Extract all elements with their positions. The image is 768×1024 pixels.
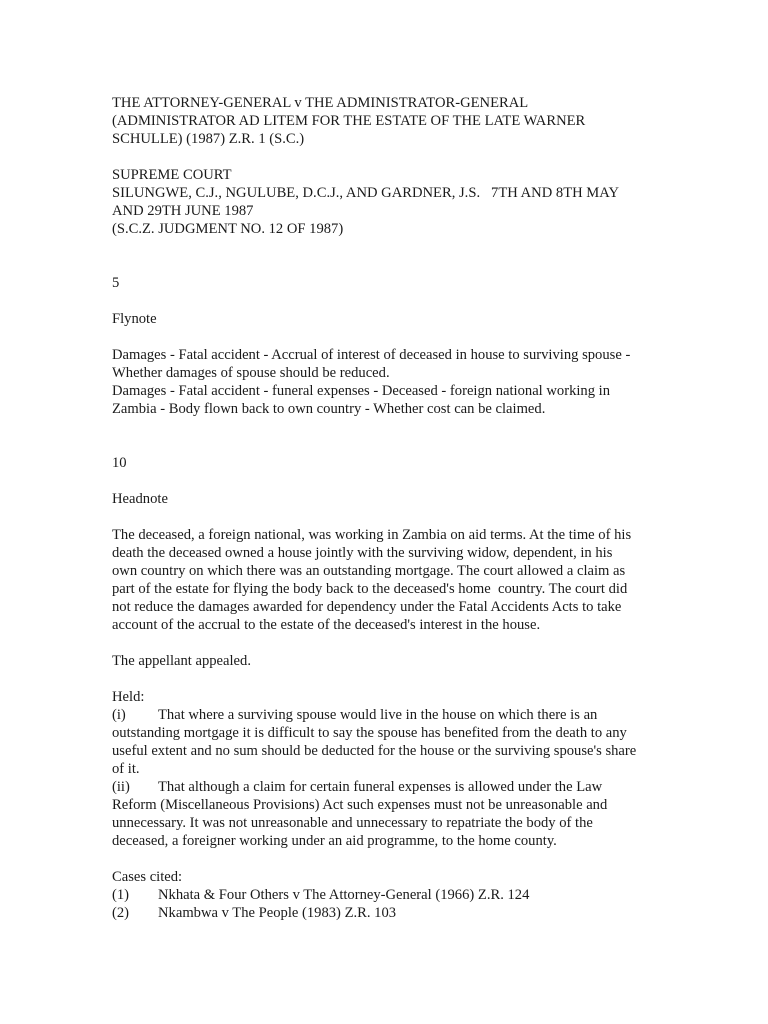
flynote-line: Damages - Fatal accident - funeral expenses - Deceased - foreign national working in	[112, 383, 611, 399]
headnote-line: account of the accrual to the estate of the deceased's interest in the house.	[112, 617, 541, 633]
case-number: (2)	[112, 905, 130, 921]
headnote-text	[112, 526, 652, 634]
held-section	[112, 688, 652, 850]
flynote-line: Damages - Fatal accident - Accrual of interest of deceased in house to surviving spouse -	[112, 347, 631, 363]
held-heading: Held:	[112, 689, 145, 705]
held-item-text: Reform (Miscellaneous Provisions) Act such expenses must not be unreasonable and	[112, 797, 608, 813]
headnote-line: The deceased, a foreign national, was working in Zambia on aid terms. At the time of his	[112, 527, 632, 543]
held-item-text: That although a claim for certain funeral expenses is allowed under the Law	[158, 779, 603, 795]
cases-cited	[112, 868, 652, 922]
held-item-text: That where a surviving spouse would live in the house on which there is an	[158, 707, 598, 723]
headnote-line: own country on which there was an outstanding mortgage. The court allowed a claim as	[112, 563, 626, 579]
judges-line: SILUNGWE, C.J., NGULUBE, D.C.J., AND GARDNER, J.S. 7TH AND 8TH MAY	[112, 185, 620, 201]
headnote-line: death the deceased owned a house jointly with the surviving widow, dependent, in his	[112, 545, 613, 561]
case-title-line: SCHULLE) (1987) Z.R. 1 (S.C.)	[112, 131, 305, 147]
held-item-text: useful extent and no sum should be deducted for the house or the surviving spouse's share	[112, 743, 637, 759]
case-number: (1)	[112, 887, 130, 903]
case-item	[112, 886, 652, 904]
case-title-line: THE ATTORNEY-GENERAL v THE ADMINISTRATOR-GENERAL	[112, 95, 529, 111]
court-details	[112, 166, 652, 238]
flynote-heading: Flynote	[112, 311, 157, 327]
court-name: SUPREME COURT	[112, 167, 232, 183]
held-item-number: (i)	[112, 707, 126, 723]
line-marker: 5	[112, 275, 120, 291]
held-item	[112, 778, 652, 796]
headnote-line: not reduce the damages awarded for dependency under the Fatal Accidents Acts to take	[112, 599, 622, 615]
judgment-number: (S.C.Z. JUDGMENT NO. 12 OF 1987)	[112, 221, 344, 237]
headnote-line: part of the estate for flying the body back to the deceased's home country. The court did	[112, 581, 628, 597]
held-item-text: unnecessary. It was not unreasonable and unnecessary to repatriate the body of the	[112, 815, 593, 831]
held-item-text: outstanding mortgage it is difficult to say the spouse has benefited from the death to any	[112, 725, 627, 741]
flynote-line: Whether damages of spouse should be reduced.	[112, 365, 390, 381]
flynote-text	[112, 346, 652, 418]
held-item-number: (ii)	[112, 779, 130, 795]
headnote-heading: Headnote	[112, 491, 168, 507]
case-title-line: (ADMINISTRATOR AD LITEM FOR THE ESTATE OF THE LATE WARNER	[112, 113, 586, 129]
held-item-text: of it.	[112, 761, 140, 777]
case-item	[112, 904, 652, 922]
cases-heading: Cases cited:	[112, 869, 183, 885]
judges-line: AND 29TH JUNE 1987	[112, 203, 254, 219]
flynote-line: Zambia - Body flown back to own country - Whether cost can be claimed.	[112, 401, 546, 417]
judgment-page	[112, 94, 652, 922]
case-citation: Nkhata & Four Others v The Attorney-General (1966) Z.R. 124	[158, 887, 530, 903]
appeal-statement: The appellant appealed.	[112, 653, 251, 669]
case-title	[112, 94, 652, 148]
held-item	[112, 706, 652, 724]
case-citation: Nkambwa v The People (1983) Z.R. 103	[158, 905, 397, 921]
held-item-text: deceased, a foreigner working under an aid programme, to the home county.	[112, 833, 557, 849]
line-marker: 10	[112, 455, 127, 471]
